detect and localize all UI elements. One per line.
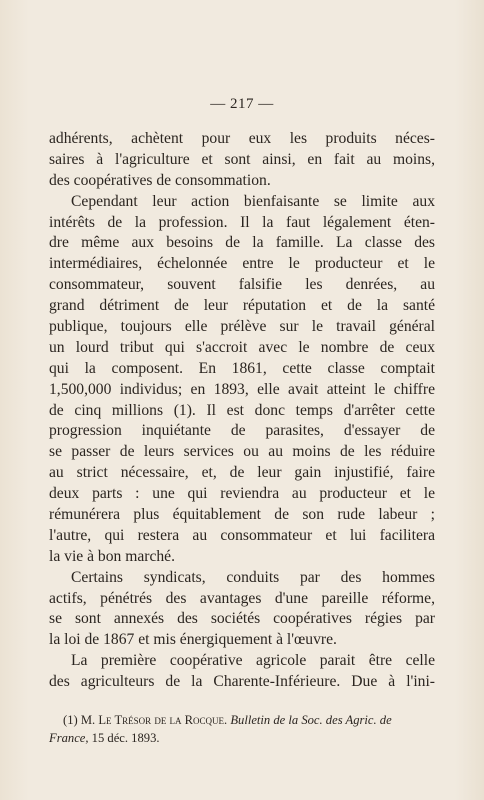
text-line: progression inquiétante de parasites, d'essayer de [49, 422, 435, 440]
text-line: au strict nécessaire, et, de leur gain injustifié, faire [49, 464, 435, 482]
text-line: rémunérera plus équitablement de son rude labeur ; [49, 506, 435, 524]
text-line: se sont annexés des sociétés coopératives régies par [49, 610, 435, 628]
text-line: de cinq millions (1). Il est donc temps d'arrêter cette [49, 401, 435, 419]
text-line: saires à l'agriculture et sont ainsi, en fait au moins, [49, 150, 435, 168]
footnote-marker: (1) [63, 713, 78, 727]
text-line: Cependant leur action bienfaisante se limite aux [71, 192, 435, 210]
text-line: se passer de leurs services ou au moins de les réduire [49, 443, 435, 461]
text-line: l'autre, qui restera au consommateur et lui facilitera [49, 526, 435, 544]
footnote-line-2 [49, 730, 435, 748]
paragraph [49, 129, 435, 192]
text-line: publique, toujours elle prélève sur le travail général [49, 318, 435, 336]
text-line: des coopératives de consommation. [49, 171, 271, 189]
body-text [49, 129, 435, 693]
text-line: deux parts : une qui reviendra au producteur et le [49, 485, 435, 503]
text-line: dre même aux besoins de la famille. La classe des [49, 234, 435, 252]
footnote-author: Le Trésor de la Rocque. [98, 713, 228, 727]
text-line: des agriculteurs de la Charente-Inférieure. Due à l'ini- [49, 673, 435, 691]
footnote-date: 15 déc. 1893. [91, 730, 160, 745]
text-line: la vie à bon marché. [49, 547, 175, 565]
text-line: consommateur, souvent falsifie les denrées, au [49, 276, 435, 294]
text-line: La première coopérative agricole parait être celle [71, 652, 435, 670]
text-line: qui la composent. En 1861, cette classe comptait [49, 359, 435, 377]
paragraph [49, 651, 435, 693]
text-line: intermédiaires, échelonnée entre le producteur et le [49, 255, 435, 273]
paragraph [49, 568, 435, 652]
footnote-source-cont: France, [49, 730, 89, 745]
text-line: 1,500,000 individus; en 1893, elle avait atteint le chiffre [49, 380, 435, 398]
page-number: — 217 — [210, 96, 274, 112]
footnote-line-1 [49, 712, 435, 730]
text-line: un lourd tribut qui s'accroit avec le nombre de ceux [49, 338, 435, 356]
text-line: actifs, pénétrés des avantages d'une pareille réforme, [49, 589, 435, 607]
text-line: grand détriment de leur réputation et de la santé [49, 297, 435, 315]
footnote-source: Bulletin de la Soc. des Agric. de [230, 713, 392, 727]
footnote-author-prefix: M. [80, 713, 96, 727]
paragraph [49, 192, 435, 568]
footnote [49, 712, 435, 747]
text-line: la loi de 1867 et mis énergiquement à l'œuvre. [49, 631, 337, 649]
text-line: adhérents, achètent pour eux les produits néces- [49, 130, 435, 147]
text-line: intérêts de la profession. Il la faut légalement éten- [49, 213, 435, 231]
text-line: Certains syndicats, conduits par des hommes [71, 568, 435, 586]
